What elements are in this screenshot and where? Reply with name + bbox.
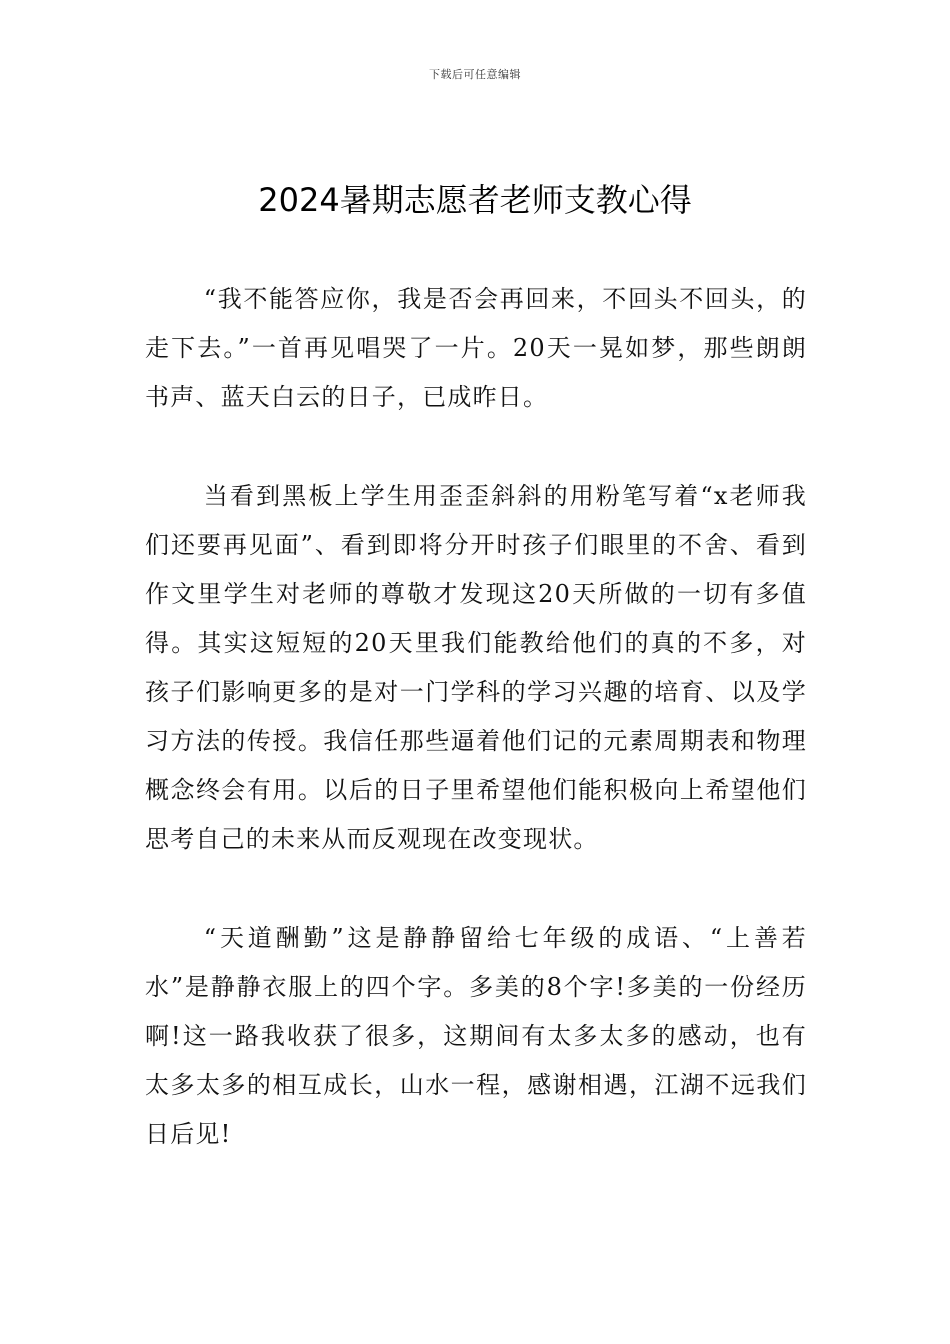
- document-title: 2024暑期志愿者老师支教心得: [258, 181, 692, 219]
- paragraph-3: “天道酬勤”这是静静留给七年级的成语、“上善若水”是静静衣服上的四个字。多美的8个字!多美的一份经历啊!这一路我收获了很多，这期间有太多太多的感动，也有太多太多的相互成长，山水一程，感谢相遇，江湖不远我们日后见!: [145, 924, 807, 1148]
- paragraph-1: “我不能答应你，我是否会再回来，不回头不回头，的走下去。”一首再见唱哭了一片。20天一晃如梦，那些朗朗书声、蓝天白云的日子，已成昨日。: [145, 285, 807, 411]
- document-body: [145, 275, 807, 1209]
- paragraph-2: 当看到黑板上学生用歪歪斜斜的用粉笔写着“x老师我们还要再见面”、看到即将分开时孩子们眼里的不舍、看到作文里学生对老师的尊敬才发现这20天所做的一切有多值得。其实这短短的20天里我们能教给他们的真的不多，对孩子们影响更多的是对一门学科的学习兴趣的培育、以及学习方法的传授。我信任那些逼着他们记的元素周期表和物理概念终会有用。以后的日子里希望他们能积极向上希望他们思考自己的未来从而反观现在改变现状。: [145, 482, 807, 853]
- header-note: 下载后可任意编辑: [429, 68, 521, 81]
